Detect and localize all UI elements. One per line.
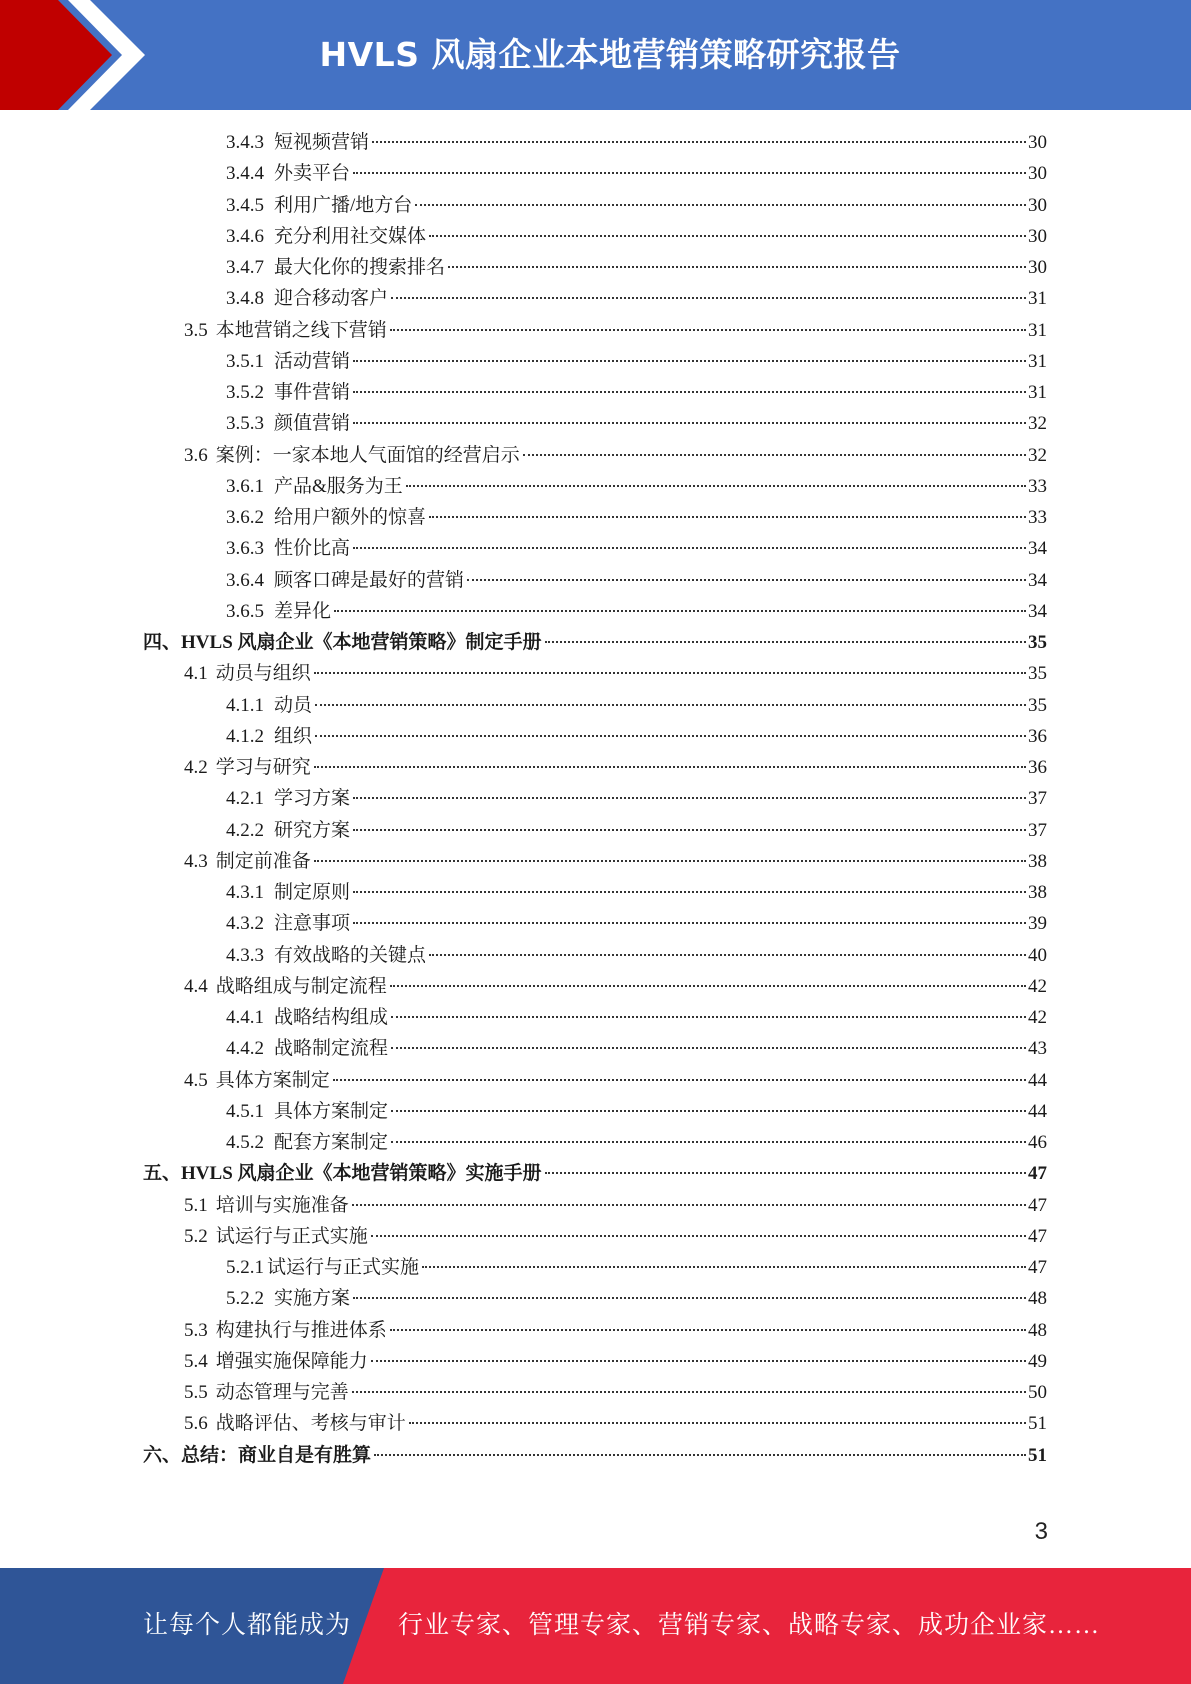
toc-entry[interactable] [0,627,1191,658]
footer-slogan-left: 让每个人都能成为 [143,1612,352,1639]
toc-entry[interactable] [0,1283,1191,1314]
toc-entry-title: 顾客口碑是最好的营销 [274,569,465,591]
toc-entry-title: 学习与研究 [215,757,311,778]
toc-entry[interactable] [0,315,1191,346]
toc-dot-leader [353,547,1026,549]
toc-entry[interactable] [0,158,1191,189]
toc-entry[interactable] [0,815,1191,846]
toc-entry-page: 35 [1028,632,1047,653]
toc-entry-page: 46 [1028,1132,1047,1153]
toc-dot-leader [374,1454,1026,1456]
toc-dot-leader [523,454,1026,456]
toc-entry-page: 47 [1028,1163,1047,1185]
toc-dot-leader [429,516,1026,518]
toc-entry-number: 5.2.2 [226,1288,264,1310]
toc-entry-number: 4.5.2 [226,1132,264,1153]
toc-entry-page: 33 [1028,475,1047,497]
toc-dot-leader [448,266,1026,268]
toc-entry-page: 44 [1028,1100,1047,1122]
toc-entry-number: 3.4.8 [226,288,264,310]
toc-entry-number: 3.5.3 [226,413,264,435]
toc-entry-number: 5.2.1 [226,1257,264,1278]
toc-entry-page: 37 [1028,819,1047,841]
toc-entry-title: 案例：一家本地人气面馆的经营启示 [215,444,520,466]
toc-entry-title: 战略结构组成 [274,1007,389,1028]
toc-dot-leader [429,954,1026,956]
toc-entry[interactable] [0,752,1191,783]
toc-entry-number: 3.5.2 [226,382,264,403]
toc-entry-title: 战略制定流程 [274,1038,389,1060]
toc-dot-leader [314,672,1026,674]
toc-dot-leader [353,891,1026,893]
toc-entry-number: 4.4.1 [226,1007,264,1028]
toc-entry-page: 47 [1028,1257,1047,1278]
toc-entry[interactable] [0,846,1191,877]
toc-entry[interactable] [0,127,1191,158]
toc-dot-leader [545,1172,1026,1174]
toc-entry[interactable] [0,1002,1191,1033]
toc-entry[interactable] [0,1377,1191,1408]
toc-entry-number: 六、 [143,1444,182,1466]
toc-entry-title: 增强实施保障能力 [215,1350,368,1372]
toc-entry-number: 4.4 [184,975,208,997]
toc-entry-page: 31 [1028,288,1047,310]
toc-entry-page: 31 [1028,350,1047,372]
toc-entry-number: 5.5 [184,1382,208,1403]
toc-entry-number: 四、 [143,632,182,653]
toc-entry[interactable] [0,1158,1191,1189]
toc-dot-leader [391,297,1026,299]
toc-entry[interactable] [0,1065,1191,1096]
toc-dot-leader [406,485,1026,487]
toc-entry-number: 3.4.5 [226,194,264,216]
toc-entry-number: 4.2.2 [226,819,264,841]
toc-entry-title: 动员与组织 [215,663,311,685]
toc-entry[interactable] [0,440,1191,471]
toc-entry-title: 充分利用社交媒体 [274,225,427,247]
toc-entry-number: 3.4.7 [226,257,264,278]
toc-entry-title: HVLS 风扇企业《本地营销策略》制定手册 [181,632,542,653]
toc-dot-leader [353,922,1026,924]
footer-banner [0,1568,1191,1684]
toc-entry-page: 31 [1028,382,1047,403]
toc-entry-number: 4.1.2 [226,725,264,747]
toc-entry-number: 4.1.1 [226,694,264,716]
toc-entry-title: 试运行与正式实施 [267,1257,420,1278]
toc-dot-leader [315,735,1026,737]
toc-entry[interactable] [0,1315,1191,1346]
toc-dot-leader [333,1079,1026,1081]
toc-entry-number: 4.1 [184,663,208,685]
toc-entry[interactable] [0,658,1191,689]
toc-entry-number: 5.3 [184,1319,208,1341]
toc-entry-number: 4.5.1 [226,1100,264,1122]
toc-entry-number: 3.6.5 [226,600,264,622]
toc-entry-page: 39 [1028,913,1047,935]
toc-entry-title: 战略评估、考核与审计 [215,1413,406,1435]
toc-entry-number: 5.4 [184,1350,208,1372]
toc-entry-page: 32 [1028,444,1047,466]
toc-entry-page: 48 [1028,1319,1047,1341]
toc-entry-number: 3.6.2 [226,507,264,528]
toc-entry-page: 30 [1028,132,1047,153]
toc-entry-title: 产品&服务为王 [274,475,403,497]
toc-entry-page: 36 [1028,725,1047,747]
toc-entry-number: 4.3 [184,850,208,872]
toc-dot-leader [391,1047,1026,1049]
toc-entry[interactable] [0,1440,1191,1471]
toc-entry[interactable] [0,1408,1191,1439]
toc-dot-leader [390,1329,1026,1331]
toc-entry-title: 本地营销之线下营销 [215,319,387,341]
toc-dot-leader [415,204,1026,206]
toc-entry-page: 32 [1028,413,1047,435]
toc-entry[interactable] [0,346,1191,377]
toc-entry[interactable] [0,221,1191,252]
toc-entry-title: 差异化 [274,600,332,622]
toc-entry[interactable] [0,502,1191,533]
toc-dot-leader [334,610,1026,612]
toc-entry[interactable] [0,971,1191,1002]
toc-entry-number: 3.6.4 [226,569,264,591]
toc-entry[interactable] [0,471,1191,502]
toc-entry-number: 3.5 [184,319,208,341]
toc-entry-number: 4.2.1 [226,788,264,810]
toc-entry-title: 给用户额外的惊喜 [274,507,427,528]
page-number: 3 [1034,1518,1048,1545]
toc-entry-title: 活动营销 [274,350,351,372]
toc-entry-page: 40 [1028,944,1047,966]
toc-entry[interactable] [0,940,1191,971]
toc-entry-number: 3.5.1 [226,350,264,372]
toc-dot-leader [390,329,1026,331]
toc-entry-title: 具体方案制定 [215,1069,330,1091]
toc-dot-leader [353,797,1026,799]
toc-entry-title: 短视频营销 [274,132,370,153]
toc-dot-leader [353,829,1026,831]
toc-entry-page: 35 [1028,694,1047,716]
toc-entry-number: 4.3.1 [226,882,264,903]
toc-dot-leader [352,1204,1026,1206]
toc-dot-leader [390,985,1026,987]
toc-entry-title: 配套方案制定 [274,1132,389,1153]
toc-dot-leader [315,704,1026,706]
toc-dot-leader [372,141,1026,143]
toc-entry[interactable] [0,877,1191,908]
toc-entry-title: HVLS 风扇企业《本地营销策略》实施手册 [181,1163,542,1185]
toc-entry-title: 组织 [274,725,313,747]
toc-entry-page: 42 [1028,975,1047,997]
toc-entry[interactable] [0,408,1191,439]
toc-entry[interactable] [0,596,1191,627]
toc-entry-page: 35 [1028,663,1047,685]
toc-entry-number: 5.6 [184,1413,208,1435]
toc-entry-page: 48 [1028,1288,1047,1310]
toc-entry-number: 3.4.4 [226,163,264,185]
toc-dot-leader [391,1110,1026,1112]
toc-entry-page: 30 [1028,257,1047,278]
toc-entry-page: 38 [1028,850,1047,872]
toc-entry-title: 战略组成与制定流程 [215,975,387,997]
footer-slogan-right: 行业专家、管理专家、营销专家、战略专家、成功企业家…… [398,1612,1101,1639]
toc-entry-title: 最大化你的搜索排名 [274,257,446,278]
toc-entry-page: 49 [1028,1350,1047,1372]
table-of-contents [0,127,1191,1471]
toc-dot-leader [371,1360,1026,1362]
toc-entry[interactable] [0,1252,1191,1283]
toc-entry[interactable] [0,283,1191,314]
toc-entry-number: 4.2 [184,757,208,778]
toc-dot-leader [352,1391,1026,1393]
toc-entry[interactable] [0,1190,1191,1221]
toc-entry[interactable] [0,1221,1191,1252]
toc-entry-page: 50 [1028,1382,1047,1403]
toc-entry-title: 事件营销 [274,382,351,403]
toc-dot-leader [353,172,1026,174]
toc-dot-leader [467,579,1026,581]
toc-entry[interactable] [0,190,1191,221]
toc-entry-number: 4.3.3 [226,944,264,966]
toc-dot-leader [429,235,1026,237]
toc-entry-page: 36 [1028,757,1047,778]
toc-entry-page: 37 [1028,788,1047,810]
toc-entry-number: 五、 [143,1163,182,1185]
toc-dot-leader [353,422,1026,424]
toc-dot-leader [314,766,1026,768]
toc-entry[interactable] [0,908,1191,939]
toc-entry-page: 44 [1028,1069,1047,1091]
toc-dot-leader [371,1235,1026,1237]
toc-entry-title: 制定前准备 [215,850,311,872]
toc-dot-leader [353,391,1026,393]
toc-entry[interactable] [0,1127,1191,1158]
toc-entry-number: 4.4.2 [226,1038,264,1060]
toc-entry-number: 4.3.2 [226,913,264,935]
toc-dot-leader [422,1266,1026,1268]
toc-entry[interactable] [0,1033,1191,1064]
toc-entry-number: 3.6.3 [226,538,264,560]
toc-entry-number: 3.4.3 [226,132,264,153]
toc-dot-leader [314,860,1026,862]
toc-dot-leader [391,1016,1026,1018]
toc-entry-title: 实施方案 [274,1288,351,1310]
toc-entry-number: 5.1 [184,1194,208,1216]
toc-entry-title: 迎合移动客户 [274,288,389,310]
toc-entry[interactable] [0,377,1191,408]
toc-entry-page: 51 [1028,1413,1047,1435]
toc-entry-title: 总结：商业自是有胜算 [181,1444,372,1466]
toc-entry-page: 34 [1028,569,1047,591]
toc-dot-leader [353,360,1026,362]
toc-entry-page: 34 [1028,600,1047,622]
toc-entry-title: 利用广播/地方台 [274,194,413,216]
toc-entry-page: 30 [1028,163,1047,185]
toc-entry-page: 30 [1028,194,1047,216]
toc-entry-page: 38 [1028,882,1047,903]
toc-entry-number: 3.6 [184,444,208,466]
toc-entry[interactable] [0,721,1191,752]
toc-entry-page: 33 [1028,507,1047,528]
toc-entry-number: 3.6.1 [226,475,264,497]
toc-entry-title: 性价比高 [274,538,351,560]
toc-entry-title: 具体方案制定 [274,1100,389,1122]
toc-entry-page: 34 [1028,538,1047,560]
toc-entry-title: 试运行与正式实施 [215,1225,368,1247]
toc-entry[interactable] [0,252,1191,283]
toc-entry-page: 51 [1028,1444,1047,1466]
toc-entry-title: 构建执行与推进体系 [215,1319,387,1341]
toc-entry-title: 动态管理与完善 [215,1382,349,1403]
toc-entry-number: 3.4.6 [226,225,264,247]
toc-entry-page: 47 [1028,1194,1047,1216]
toc-dot-leader [409,1422,1026,1424]
toc-entry[interactable] [0,533,1191,564]
toc-dot-leader [353,1297,1026,1299]
toc-entry-title: 制定原则 [274,882,351,903]
toc-entry-page: 42 [1028,1007,1047,1028]
toc-entry-title: 培训与实施准备 [215,1194,349,1216]
toc-entry-page: 30 [1028,225,1047,247]
toc-entry-page: 31 [1028,319,1047,341]
toc-entry-title: 有效战略的关键点 [274,944,427,966]
toc-entry-page: 43 [1028,1038,1047,1060]
toc-entry[interactable] [0,1346,1191,1377]
toc-entry[interactable] [0,1096,1191,1127]
header-bar [0,0,1191,110]
toc-entry-title: 动员 [274,694,313,716]
document-title: HVLS 风扇企业本地营销策略研究报告 [319,35,901,74]
toc-dot-leader [391,1141,1026,1143]
toc-entry-page: 47 [1028,1225,1047,1247]
header-chevron-decoration [0,0,150,110]
toc-dot-leader [545,641,1026,643]
toc-entry-number: 5.2 [184,1225,208,1247]
toc-entry-title: 学习方案 [274,788,351,810]
toc-entry-title: 注意事项 [274,913,351,935]
toc-entry-number: 4.5 [184,1069,208,1091]
toc-entry-title: 研究方案 [274,819,351,841]
toc-entry-title: 颜值营销 [274,413,351,435]
toc-entry-title: 外卖平台 [274,163,351,185]
toc-entry[interactable] [0,690,1191,721]
toc-entry[interactable] [0,783,1191,814]
toc-entry[interactable] [0,565,1191,596]
